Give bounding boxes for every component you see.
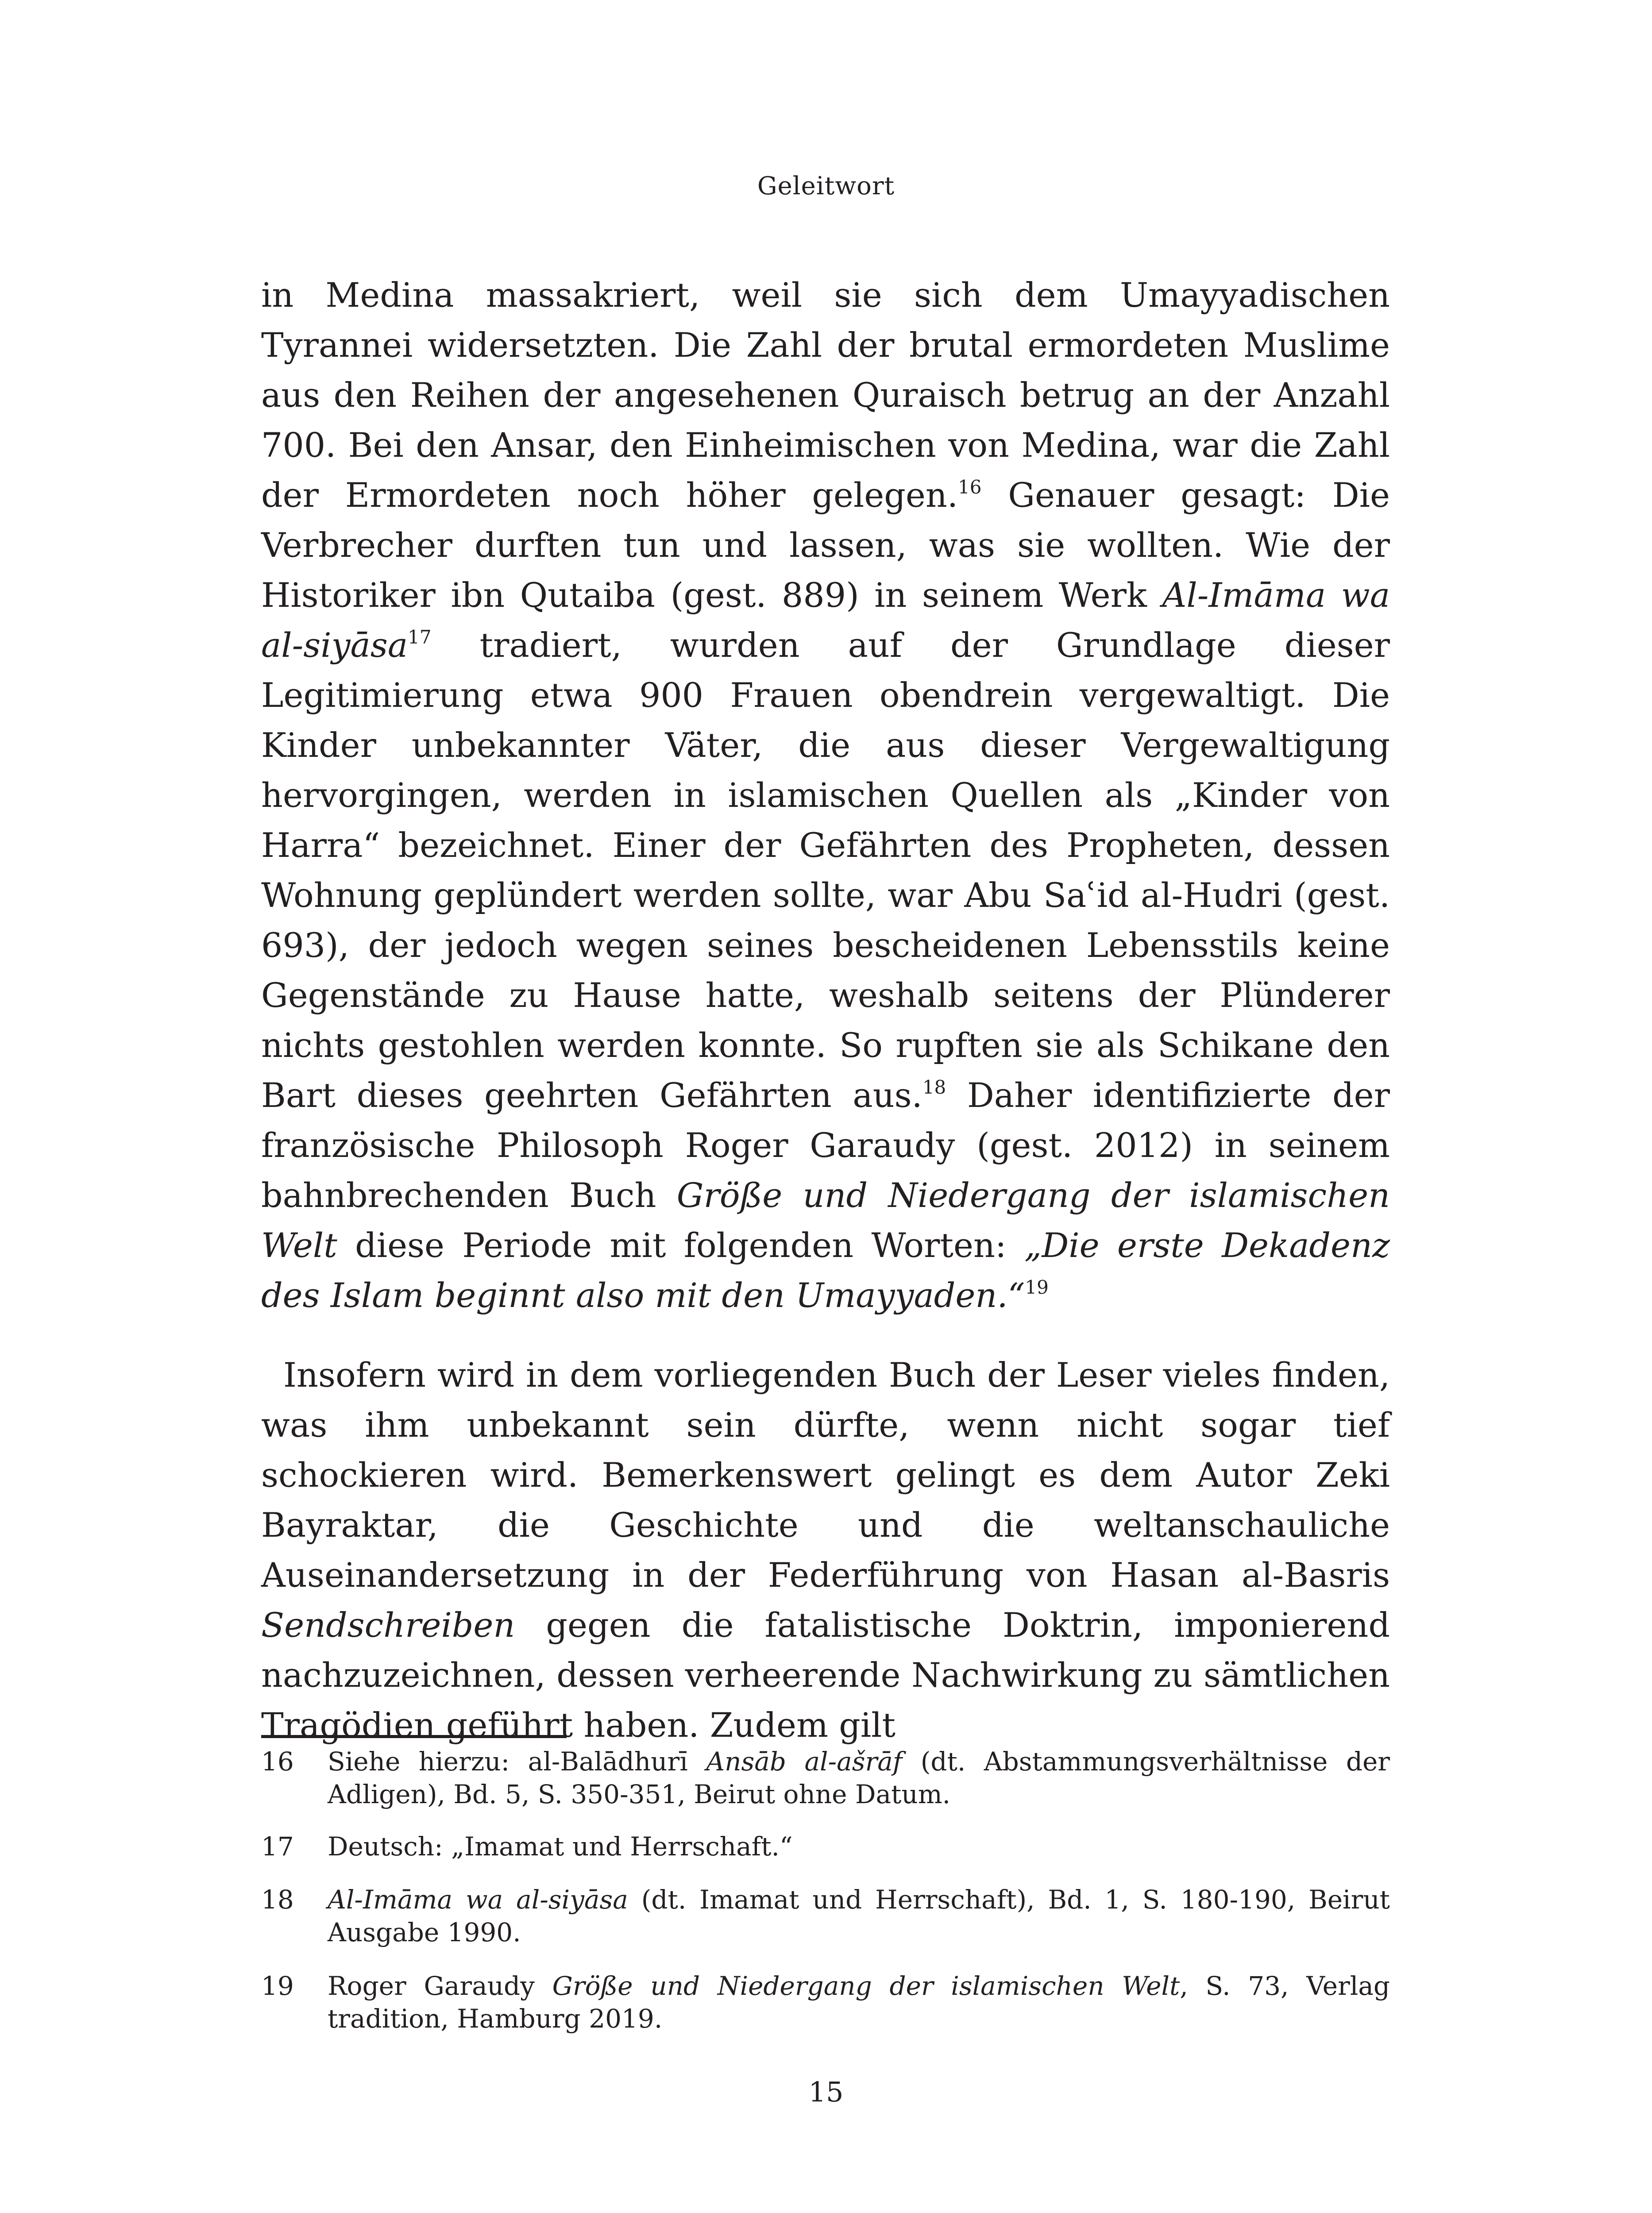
- footnote-text: [328, 1830, 1390, 1863]
- footnote-number: 17: [261, 1831, 294, 1862]
- quotation: „Die erste Dekadenz des Islam beginnt also mit den Umayyaden.“: [261, 1226, 1390, 1315]
- paragraph-text: diese Periode mit folgenden Worten:: [337, 1226, 1024, 1265]
- footnote-18: [261, 1883, 1390, 1949]
- footnote-text-part: Roger Garaudy: [328, 1971, 552, 2001]
- running-head: Geleitwort: [757, 172, 895, 200]
- footnote-work-title: Al-Imāma wa al-siyāsa: [328, 1885, 628, 1915]
- footnote-text-part: , S. 73, Verlag tradition, Hamburg 2019.: [328, 1971, 1390, 2034]
- work-title: Sendschreiben: [261, 1605, 515, 1645]
- footnote-separator: [261, 1735, 567, 1738]
- footnote-ref-16[interactable]: 16: [958, 476, 982, 498]
- page-number: 15: [808, 2076, 844, 2108]
- footnote-text-part: Deutsch: „Imamat und Herrschaft.“: [328, 1831, 793, 1862]
- body-paragraph-1: [261, 270, 1390, 1320]
- paragraph-text: Insofern wird in dem vorliegenden Buch der Leser vieles finden, was ihm unbekannt sein dürfte, wenn nicht sogar tief schockieren wird. Bemerkenswert gelingt es dem Autor Zeki Bayraktar, die Geschichte und die weltanschauliche Auseinandersetzung in der Federführung von Hasan al-Basris: [261, 1355, 1390, 1595]
- footnote-ref-18[interactable]: 18: [922, 1076, 946, 1098]
- footnote-number: 19: [261, 1971, 294, 2001]
- footnote-text: [328, 1745, 1390, 1811]
- paragraph-text: tradiert, wurden auf der Grundlage dieser Legitimierung etwa 900 Frauen obendrein vergewaltigt. Die Kinder unbekannter Väter, die aus dieser Vergewaltigung hervorgingen, werden in islamischen Quellen als „Kinder von Harra“ bezeichnet. Einer der Gefährten des Propheten, dessen Wohnung geplündert werden sollte, war Abu Saʿid al-Hudri (gest. 693), der jedoch wegen seines bescheidenen Lebensstils keine Gegenstände zu Hause hatte, weshalb seitens der Plünderer nichts gestohlen werden konnte. So rupften sie als Schikane den Bart dieses geehrten Gefährten aus.: [261, 625, 1390, 1115]
- footnote-ref-19[interactable]: 19: [1025, 1276, 1049, 1298]
- footnote-16: [261, 1745, 1390, 1811]
- footnote-17: [261, 1830, 1390, 1863]
- footnote-text-part: (dt. Abstammungsverhältnisse der Adligen), Bd. 5, S. 350-351, Beirut ohne Datum.: [328, 1746, 1390, 1809]
- work-title: Al-Imāma wa al-siyāsa: [261, 575, 1390, 665]
- paragraph-text: Genauer gesagt: Die Verbrecher durften tun und lassen, was sie wollten. Wie der Historiker ibn Qutaiba (gest. 889) in seinem Werk: [261, 475, 1390, 615]
- footnote-text-part: Siehe hierzu: al-Balādhurī: [328, 1746, 706, 1777]
- paragraph-text: gegen die fatalistische Doktrin, imponierend nachzuzeichnen, dessen verheerende Nachwirkung zu sämtlichen Tragödien geführt haben. Zudem gilt: [261, 1605, 1390, 1745]
- body-paragraph-2: [261, 1350, 1390, 1750]
- footnote-text-part: (dt. Imamat und Herrschaft), Bd. 1, S. 180-190, Beirut Ausgabe 1990.: [328, 1885, 1390, 1947]
- footnote-work-title: Größe und Niedergang der islamischen Welt: [552, 1971, 1180, 2001]
- paragraph-text: in Medina massakriert, weil sie sich dem Umayyadischen Tyrannei widersetzten. Die Zahl der brutal ermordeten Muslime aus den Reihen der angesehenen Quraisch betrug an der Anzahl 700. Bei den Ansar, den Einheimischen von Medina, war die Zahl der Ermordeten noch höher gelegen.: [261, 275, 1390, 515]
- footnote-text: [328, 1883, 1390, 1949]
- footnote-number: 18: [261, 1885, 294, 1915]
- work-title: Größe und Niedergang der islamischen Welt: [261, 1176, 1390, 1265]
- footnote-text: [328, 1970, 1390, 2035]
- footnote-19: [261, 1970, 1390, 2035]
- paragraph-text: Daher identifizierte der französische Philosoph Roger Garaudy (gest. 2012) in seinem bahnbrechenden Buch: [261, 1076, 1390, 1215]
- footnote-ref-17[interactable]: 17: [408, 626, 432, 648]
- footnote-number: 16: [261, 1746, 294, 1777]
- footnote-work-title: Ansāb al-ašrāf: [706, 1746, 903, 1777]
